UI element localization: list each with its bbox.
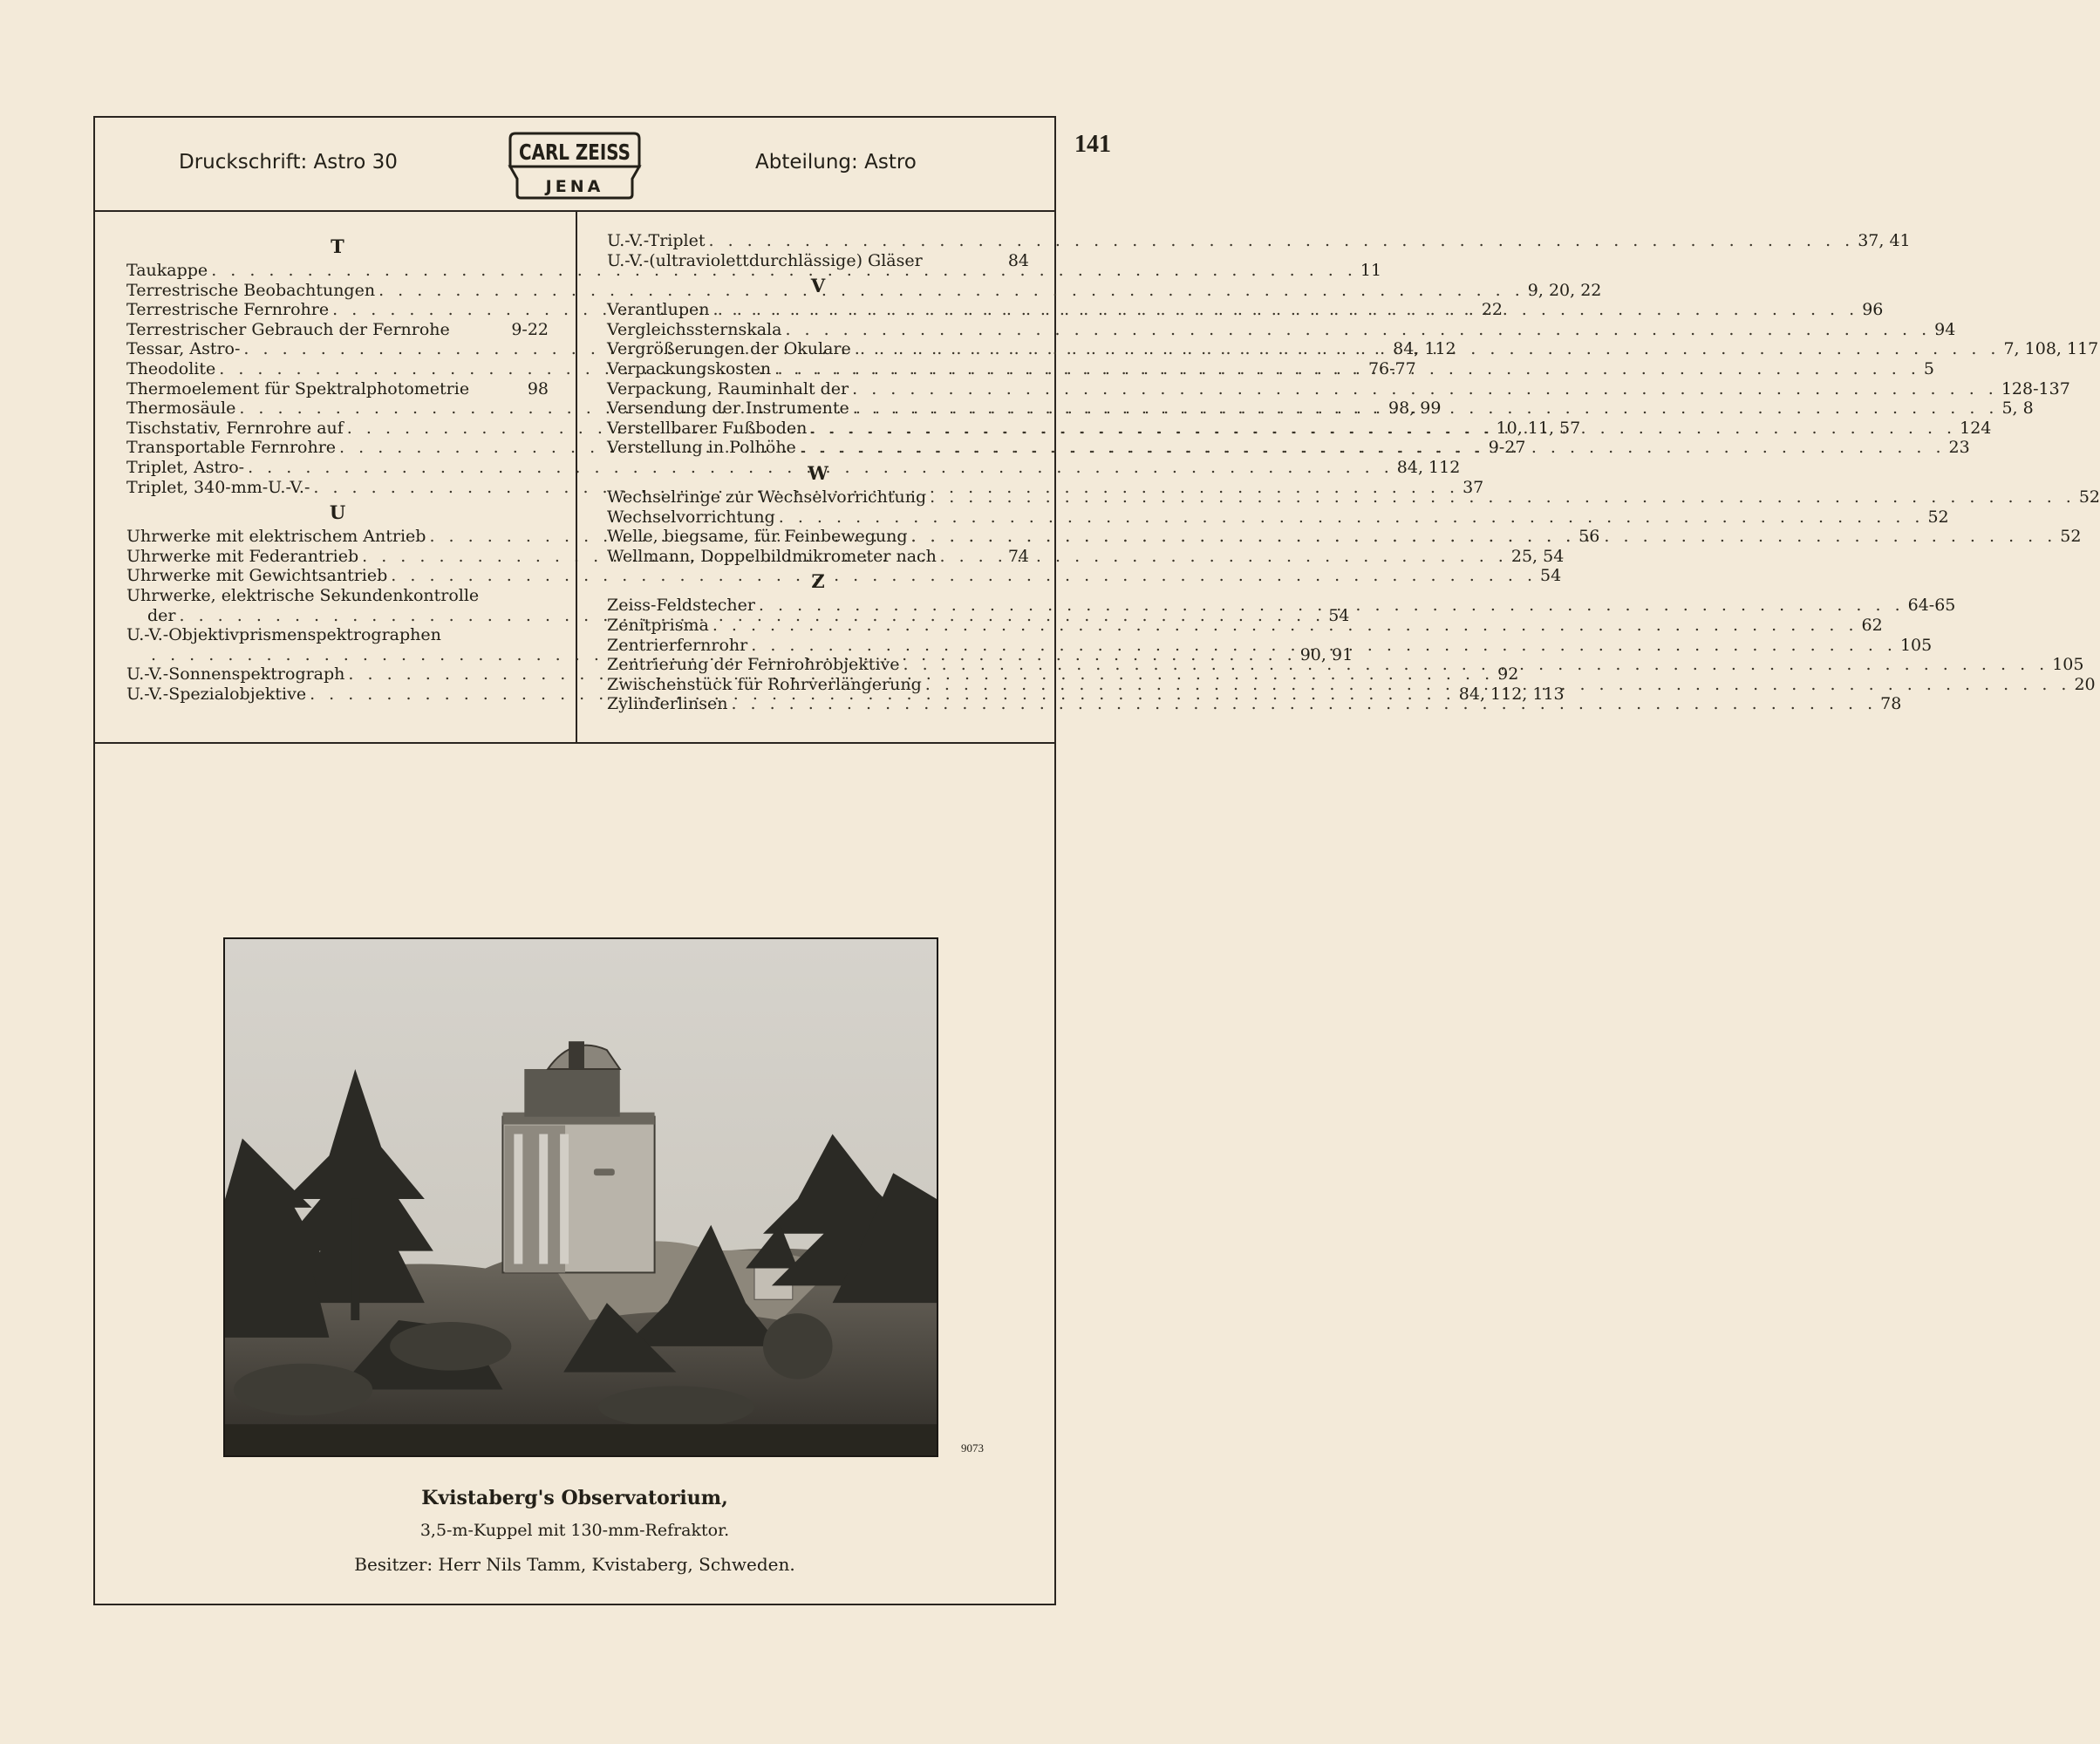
index-entry-term: U.-V.-(ultraviolettdurchlässige) Gläser xyxy=(607,250,923,270)
index-entry-term: Uhrwerke mit Federantrieb xyxy=(126,546,359,566)
index-entry-pages: 78 xyxy=(1880,694,1902,714)
index-entry-pages: 84, 112, 113 xyxy=(1458,684,1565,704)
index-entry-pages: 98 xyxy=(527,378,549,399)
index-entry-term: U.-V.-Sonnenspektrograph xyxy=(126,664,345,685)
index-entry-pages: 5, 8 xyxy=(2001,399,2034,419)
index-entry-term: Uhrwerke mit Gewichtsantrieb xyxy=(126,566,388,586)
page-header xyxy=(95,118,1054,212)
index-entry-pages: 20 xyxy=(2074,674,2096,694)
department-label: Abteilung: Astro xyxy=(755,151,917,174)
index-entry-term: Wechselringe zur Wechselvorrichtung xyxy=(607,487,927,507)
index-entry-term: Verstellbarer Fußboden xyxy=(607,418,808,438)
index-entry-term: Zentrierfernrohr xyxy=(607,635,748,655)
index-entry xyxy=(126,379,549,399)
index-entry-pages: 54 xyxy=(1540,566,1562,586)
index-entry-pages: 62 xyxy=(1861,615,1883,635)
index-entry-pages: 52 xyxy=(2078,487,2100,507)
leader-dots xyxy=(751,636,1897,656)
page-number: 141 xyxy=(1074,131,1111,158)
index-entry-term: Terrestrischer Gebrauch der Fernrohe xyxy=(126,319,450,339)
leader-dots xyxy=(855,339,2001,359)
index-entry-pages: 37 xyxy=(1462,477,1484,497)
index-entry-pages: 11 xyxy=(1360,261,1382,280)
photo-caption-title: Kvistaberg's Observatorium, xyxy=(421,1487,728,1509)
index-entry-term: Welle, biegsame, für Feinbewegung xyxy=(607,527,908,547)
index-entry-pages: 96 xyxy=(1862,300,1884,320)
index-entry-pages: 7, 108, 117 xyxy=(2003,339,2099,359)
photo-caption-owner: Besitzer: Herr Nils Tamm, Kvistaberg, Schweden. xyxy=(354,1554,795,1575)
photo-caption-subtitle: 3,5-m-Kuppel mit 130-mm-Refraktor. xyxy=(419,1521,730,1540)
index-entry xyxy=(607,378,2070,399)
index-entry-term: Uhrwerke, elektrische Sekundenkontrolle xyxy=(126,585,480,605)
photo-section xyxy=(95,744,1054,1604)
index-entry xyxy=(126,280,1602,301)
index-entry-term: Wechselvorrichtung xyxy=(607,507,775,527)
index-entry xyxy=(607,231,1911,251)
index-entry-pages: 74 xyxy=(1007,546,1029,566)
index-section xyxy=(95,212,2100,744)
index-entry-term: Wellmann, Doppelbildmikrometer nach xyxy=(607,546,937,566)
index-entry-pages: 84, 112 xyxy=(1396,457,1461,477)
index-entry-pages: 52 xyxy=(2060,527,2082,547)
index-entry-term: Theodolite xyxy=(126,358,216,378)
index-entry-term: Thermosäule xyxy=(126,399,236,419)
index-section-letter: U xyxy=(329,501,346,524)
index-entry-term: Triplet, Astro- xyxy=(126,457,245,477)
index-entry-pages: 76-77 xyxy=(1367,358,1416,378)
index-entry xyxy=(607,319,1956,340)
index-entry-pages: 54 xyxy=(1328,605,1350,625)
index-entry-pages: 105 xyxy=(2052,655,2084,675)
logo-text-top: CARL ZEISS xyxy=(519,140,631,165)
index-entry-term: Zenitprisma xyxy=(607,615,709,635)
leader-dots xyxy=(810,419,1956,439)
index-entry-term: Taukappe xyxy=(126,261,208,280)
index-entry-term: Verpackung, Rauminhalt der xyxy=(607,378,849,399)
index-section-letter: V xyxy=(810,275,826,297)
index-entry-term: Transportable Fernrohre xyxy=(126,438,337,458)
index-entry-term: Thermoelement für Spektralphotometrie xyxy=(126,378,470,399)
leader-dots xyxy=(903,655,2049,675)
index-entry-pages: 56 xyxy=(1578,527,1600,547)
leader-dots xyxy=(774,359,1920,379)
index-entry-term: Tessar, Astro- xyxy=(126,339,241,359)
leader-dots xyxy=(853,399,1999,419)
leader-dots xyxy=(925,675,2071,695)
leader-dots xyxy=(926,251,1005,271)
index-entry-pages: 84, 112 xyxy=(1393,339,1456,359)
index-entry-pages: 64-65 xyxy=(1907,596,1956,616)
index-entry-pages: 5 xyxy=(1923,358,1934,378)
index-entry-pages: 105 xyxy=(1899,635,1933,655)
observatory-photo xyxy=(223,937,938,1457)
plate-number: 9073 xyxy=(961,1441,984,1454)
leader-dots xyxy=(445,625,545,645)
index-entry-term: U.-V.-Objektivprismenspektrographen xyxy=(126,625,441,645)
index-entry-term: Zentrierung der Fernrohrobjektive xyxy=(607,655,900,675)
index-entry-term: Triplet, 340-mm-U.-V.- xyxy=(126,477,310,497)
index-entry-term: der xyxy=(147,605,176,625)
leader-dots xyxy=(911,527,2057,547)
index-entry-term: U.-V.-Spezialobjektive xyxy=(126,684,307,704)
leader-dots xyxy=(930,487,2076,508)
index-entry-pages: 9, 20, 22 xyxy=(1527,280,1602,300)
leader-dots xyxy=(759,596,1905,616)
index-entry xyxy=(607,251,1029,271)
leader-dots xyxy=(482,586,545,606)
index-entry xyxy=(607,507,1949,528)
index-entry xyxy=(126,457,1461,478)
index-entry-term: Uhrwerke mit elektrischem Antrieb xyxy=(126,527,426,547)
index-entry-term: U.-V.-Triplet xyxy=(607,231,706,250)
index-entry-term: Verantlupen xyxy=(607,300,710,320)
index-entry-pages: 25, 54 xyxy=(1510,546,1565,566)
index-entry-term: Zwischenstück für Rohrverlängerung xyxy=(607,674,922,694)
index-entry xyxy=(607,547,1029,567)
index-entry-pages: 92 xyxy=(1497,664,1519,685)
index-entry xyxy=(126,320,549,340)
index-entry-pages: 128-137 xyxy=(2001,378,2070,399)
leader-dots xyxy=(940,547,1005,567)
index-entry-term: Zylinderlinsen xyxy=(607,694,728,714)
index-entry xyxy=(126,625,549,645)
index-entry-term: Vergrößerungen der Okulare xyxy=(607,339,851,359)
leader-dots xyxy=(712,300,1858,320)
leader-dots xyxy=(712,616,1858,636)
leader-dots xyxy=(852,379,1998,399)
leader-dots xyxy=(779,508,1925,528)
index-entry-term: Vergleichssternskala xyxy=(607,319,782,339)
index-entry-pages: 37, 41 xyxy=(1858,231,1911,250)
index-entry-term: Zeiss-Feldstecher xyxy=(607,596,755,616)
index-entry-term: Verstellung in Polhöhe xyxy=(607,438,796,458)
index-entry-pages: 9-22 xyxy=(511,319,549,339)
leader-dots xyxy=(473,379,524,399)
leader-dots xyxy=(800,438,1946,458)
column-divider xyxy=(576,212,577,742)
index-entry-pages: 10, 11, 57 xyxy=(1496,418,1581,438)
index-entry-pages: 52 xyxy=(1927,507,1949,527)
index-entry-pages: 90, 91 xyxy=(1299,644,1353,664)
index-section-letter: T xyxy=(331,235,344,257)
index-entry-pages: 124 xyxy=(1960,418,1992,438)
index-entry xyxy=(126,566,1562,586)
index-entry xyxy=(126,261,1382,281)
index-entry-term: Versendung der Instrumente xyxy=(607,399,849,419)
index-entry-pages: 84 xyxy=(1007,250,1029,270)
leader-dots xyxy=(453,320,508,340)
index-entry-term: Terrestrische Beobachtungen xyxy=(126,280,376,300)
index-entry-term: Terrestrische Fernrohre xyxy=(126,300,330,320)
leader-dots xyxy=(785,320,1931,340)
index-entry-term: Verpackungskosten xyxy=(607,358,772,378)
leader-dots xyxy=(731,694,1877,714)
index-section-letter: Z xyxy=(811,570,825,593)
index-entry-pages: 23 xyxy=(1948,438,1970,458)
index-section-letter: W xyxy=(808,461,828,484)
index-entry-pages: 9-27 xyxy=(1488,438,1526,458)
index-entry xyxy=(126,586,549,606)
publication-label: Druckschrift: Astro 30 xyxy=(179,151,398,174)
index-entry-pages: 98, 99 xyxy=(1388,399,1442,419)
index-entry-pages: 22 xyxy=(1481,300,1503,320)
carl-zeiss-logo xyxy=(505,128,644,203)
index-entry-pages: 94 xyxy=(1934,319,1956,339)
leader-dots xyxy=(708,231,1854,251)
index-entry-term: Tischstativ, Fernrohre auf xyxy=(126,418,344,438)
logo-text-bottom: JENA xyxy=(545,177,604,196)
